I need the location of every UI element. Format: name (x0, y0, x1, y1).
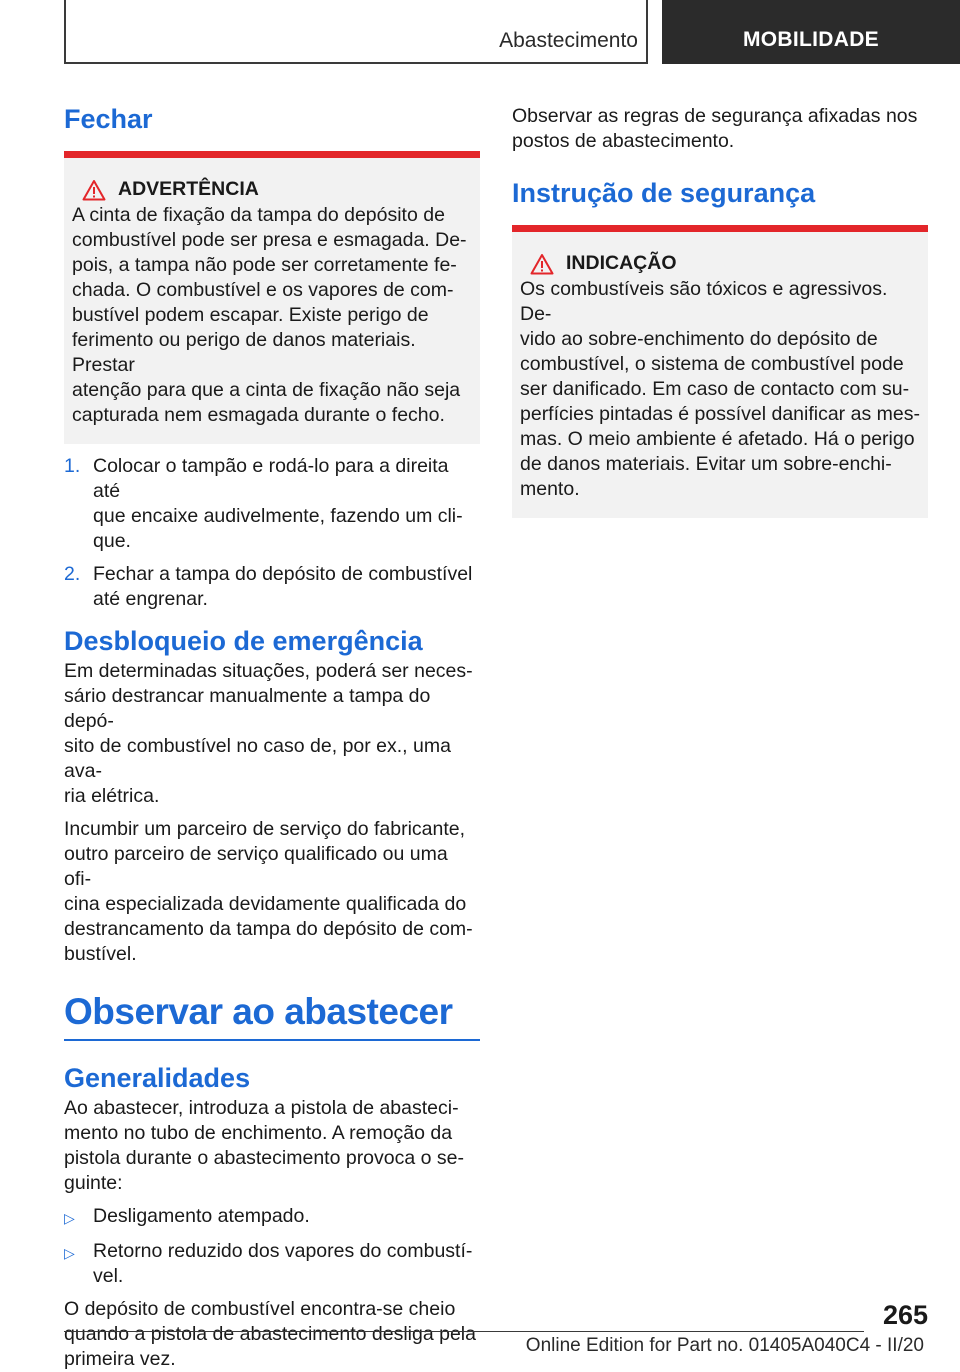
triangle-bullet-icon: ▷ (64, 1245, 75, 1261)
warning-line: combustível pode ser presa e esmagada. De- (72, 229, 467, 251)
step-number: 2. (64, 563, 81, 585)
heading-fechar: Fechar (64, 96, 480, 158)
indication-title-text: INDICAÇÃO (566, 252, 677, 274)
bullet-item (64, 1204, 480, 1231)
warning-line: A cinta de fixação da tampa do depósito de (72, 204, 445, 226)
heading-instrucao: Instrução de segurança (512, 178, 928, 232)
step-text: Fechar a tampa do depósito de combustível até engrenar. (93, 563, 473, 610)
triangle-bullet-icon: ▷ (64, 1210, 75, 1226)
page-number: 265 (882, 1300, 928, 1330)
warning-line: atenção para que a cinta de fixação não seja (72, 379, 461, 401)
indication-text: Os combustíveis são tóxicos e agressivos. De- vido ao sobre-enchimento do depósito de combustível, o sistema de combustível pode ser danificado. Em caso de contacto com su- perfícies pintadas é possível danificar as mes- mas. O meio ambiente é afetado. Há o perigo de danos materiais. Evitar um sobre-enchi- mento. (520, 278, 920, 500)
bullet-item (64, 1239, 480, 1289)
indication-box (512, 232, 928, 518)
indication-title (530, 252, 920, 275)
warning-line: bustível podem escapar. Existe perigo de (72, 304, 429, 326)
left-column (64, 96, 480, 1372)
warning-text (72, 203, 472, 428)
footer-edition: Online Edition for Part no. 01405A040C4 - II/20 (525, 1335, 924, 1356)
paragraph-intro: Observar as regras de segurança afixadas nos postos de abastecimento. (512, 105, 918, 152)
warning-line: ferimento ou perigo de danos materiais. Prestar (72, 329, 416, 376)
heading-observar: Observar ao abastecer (64, 991, 480, 1041)
step-item (64, 562, 480, 612)
paragraph-desbloqueio-1: Em determinadas situações, poderá ser neces- sário destrancar manualmente a tampa do depó- sito de combustível no caso de, por ex., uma ava- ria elétrica. (64, 660, 473, 807)
heading-generalidades: Generalidades (64, 1063, 251, 1093)
warning-title (82, 178, 472, 201)
step-item (64, 454, 480, 554)
heading-desbloqueio: Desbloqueio de emergência (64, 626, 423, 656)
step-text: Colocar o tampão e rodá-lo para a direita até que encaixe audivelmente, fazendo um cli- que. (93, 455, 463, 552)
paragraph-desbloqueio-2: Incumbir um parceiro de serviço do fabricante, outro parceiro de serviço qualificado ou uma ofi- cina especializada devidamente qualificada do destrancamento da tampa do depósito de com- bustível. (64, 818, 473, 965)
steps-list (64, 454, 480, 612)
warning-line: chada. O combustível e os vapores de com- (72, 279, 454, 301)
bullet-text: Retorno reduzido dos vapores do combustí- vel. (93, 1240, 473, 1287)
warning-line: capturada nem esmagada durante o fecho. (72, 404, 445, 426)
warning-triangle-icon (82, 179, 106, 201)
header-section-title: Abastecimento (499, 29, 638, 52)
footer-divider (64, 1331, 864, 1332)
warning-box (64, 158, 480, 444)
warning-triangle-icon (530, 253, 554, 275)
paragraph-final: O depósito de combustível encontra-se cheio quando a pistola de abastecimento desliga pela primeira vez. (64, 1298, 476, 1370)
header-chapter-tab: MOBILIDADE (662, 0, 960, 64)
paragraph-generalidades: Ao abastecer, introduza a pistola de abasteci- mento no tubo de enchimento. A remoção da pistola durante o abastecimento provoca o se- guinte: (64, 1097, 464, 1194)
right-column (512, 104, 928, 518)
warning-line: pois, a tampa não pode ser corretamente fe- (72, 254, 457, 276)
step-number: 1. (64, 455, 81, 477)
bullet-text: Desligamento atempado. (93, 1205, 310, 1227)
warning-title-text: ADVERTÊNCIA (118, 178, 259, 200)
bullet-list (64, 1204, 480, 1289)
